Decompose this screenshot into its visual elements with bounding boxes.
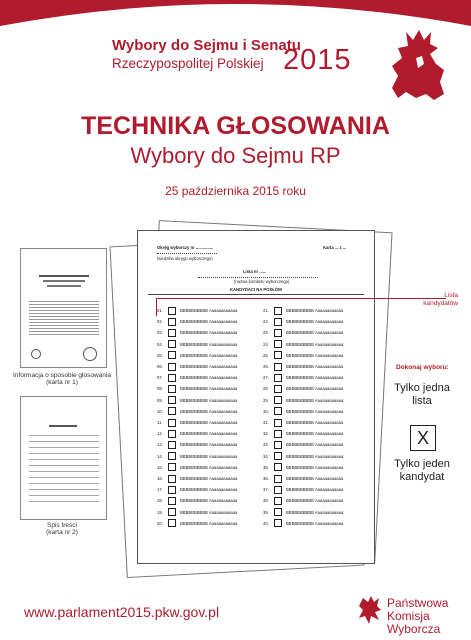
contents-sheet-label: Spis treści (karta nr 2) bbox=[46, 522, 78, 536]
candidate-name: BBBBBBBBBB Aaaaaaaaaaaa bbox=[286, 386, 344, 392]
vote-checkbox bbox=[274, 452, 282, 460]
vote-checkbox bbox=[168, 351, 176, 359]
candidate-number: 22. bbox=[263, 319, 269, 325]
vote-checkbox bbox=[274, 318, 282, 326]
candidate-name: BBBBBBBBBB Aaaaaaaaaaaa bbox=[286, 364, 344, 369]
contents-sheet-thumbnail bbox=[20, 396, 107, 520]
candidate-row bbox=[157, 373, 237, 382]
vote-checkbox bbox=[168, 419, 176, 427]
candidate-row bbox=[263, 362, 343, 371]
candidate-name: BBBBBBBBBB Aaaaaaaaaaaa bbox=[286, 509, 344, 515]
candidate-name: BBBBBBBBBB Aaaaaaaaaaaa bbox=[180, 308, 238, 313]
vote-checkbox bbox=[274, 351, 282, 359]
candidate-row bbox=[263, 407, 343, 416]
candidate-number: 29. bbox=[263, 397, 269, 403]
vote-checkbox bbox=[168, 475, 176, 483]
candidate-number: 38. bbox=[263, 498, 269, 504]
candidate-row bbox=[263, 429, 343, 438]
candidate-row bbox=[157, 328, 237, 337]
candidate-row bbox=[263, 340, 343, 349]
candidate-name: BBBBBBBBBB Aaaaaaaaaaaa bbox=[180, 375, 238, 381]
candidate-number: 31. bbox=[263, 420, 269, 425]
candidate-row bbox=[157, 452, 237, 461]
candidate-number: 35. bbox=[263, 464, 269, 470]
candidate-row bbox=[263, 463, 343, 472]
candidate-number: 26. bbox=[263, 364, 269, 369]
candidate-number: 05. bbox=[157, 352, 163, 358]
candidate-number: 15. bbox=[157, 464, 163, 470]
candidate-row bbox=[263, 474, 343, 483]
vote-checkbox bbox=[168, 363, 176, 371]
page-title: TECHNIKA GŁOSOWANIA bbox=[81, 112, 390, 140]
eagle-emblem-icon bbox=[386, 28, 450, 110]
vote-checkbox bbox=[168, 329, 176, 337]
vote-checkbox bbox=[168, 396, 176, 404]
candidate-name: BBBBBBBBBB Aaaaaaaaaaaa bbox=[286, 520, 344, 526]
candidate-name: BBBBBBBBBB Aaaaaaaaaaaa bbox=[180, 420, 238, 425]
candidate-number: 30. bbox=[263, 408, 269, 414]
one-list-label: Tylko jedna lista bbox=[394, 382, 450, 407]
vote-checkbox bbox=[168, 430, 176, 438]
candidate-name: BBBBBBBBBB Aaaaaaaaaaaa bbox=[180, 487, 238, 493]
candidate-row bbox=[263, 396, 343, 405]
candidate-row bbox=[157, 440, 237, 449]
vote-checkbox bbox=[168, 463, 176, 471]
candidate-number: 09. bbox=[157, 397, 163, 403]
list-pointer-line bbox=[156, 298, 157, 316]
vote-checkbox bbox=[274, 419, 282, 427]
candidate-name: BBBBBBBBBB Aaaaaaaaaaaa bbox=[286, 408, 344, 414]
candidate-name: BBBBBBBBBB Aaaaaaaaaaaa bbox=[286, 319, 344, 325]
candidate-number: 18. bbox=[157, 498, 163, 504]
candidate-name: BBBBBBBBBB Aaaaaaaaaaaa bbox=[180, 330, 238, 336]
candidate-name: BBBBBBBBBB Aaaaaaaaaaaa bbox=[180, 453, 238, 459]
candidate-name: BBBBBBBBBB Aaaaaaaaaaaa bbox=[286, 464, 344, 470]
candidate-row bbox=[157, 306, 237, 315]
vote-checkbox bbox=[274, 430, 282, 438]
vote-checkbox bbox=[274, 519, 282, 527]
vote-checkbox bbox=[168, 452, 176, 460]
committee-name: (nazwa komitetu wyborczego) bbox=[234, 279, 290, 284]
candidate-number: 28. bbox=[263, 386, 269, 392]
vote-checkbox bbox=[168, 385, 176, 393]
candidate-row bbox=[157, 351, 237, 360]
candidates-header: KANDYDACI NA POSŁÓW bbox=[230, 287, 282, 292]
vote-checkbox bbox=[168, 508, 176, 516]
candidate-number: 19. bbox=[157, 509, 163, 515]
candidate-name: BBBBBBBBBB Aaaaaaaaaaaa bbox=[180, 509, 238, 515]
candidate-number: 37. bbox=[263, 487, 269, 493]
one-candidate-label: Tylko jeden kandydat bbox=[394, 458, 450, 483]
footer-org: Państwowa Komisja Wyborcza bbox=[387, 596, 449, 636]
district-desc: (siedziba okręgu wyborczego) bbox=[157, 256, 213, 261]
candidate-name: BBBBBBBBBB Aaaaaaaaaaaa bbox=[286, 352, 344, 358]
candidate-number: 02. bbox=[157, 319, 163, 325]
candidate-name: BBBBBBBBBB Aaaaaaaaaaaa bbox=[180, 476, 238, 481]
vote-checkbox bbox=[168, 497, 176, 505]
candidate-row bbox=[263, 317, 343, 326]
candidate-number: 20. bbox=[157, 520, 163, 526]
candidate-name: BBBBBBBBBB Aaaaaaaaaaaa bbox=[286, 476, 344, 481]
candidate-row bbox=[263, 485, 343, 494]
candidate-name: BBBBBBBBBB Aaaaaaaaaaaa bbox=[180, 408, 238, 414]
page-subtitle: Wybory do Sejmu RP bbox=[130, 143, 341, 168]
candidate-name: BBBBBBBBBB Aaaaaaaaaaaa bbox=[286, 453, 344, 459]
vote-checkbox bbox=[168, 374, 176, 382]
candidate-number: 12. bbox=[157, 431, 163, 437]
vote-checkbox bbox=[168, 307, 176, 315]
candidate-row bbox=[157, 362, 237, 371]
district-line: Okręg wyborczy nr ............... bbox=[157, 245, 214, 250]
candidate-number: 39. bbox=[263, 509, 269, 515]
candidate-row bbox=[157, 496, 237, 505]
candidate-row bbox=[157, 508, 237, 517]
candidate-number: 07. bbox=[157, 375, 163, 381]
candidate-row bbox=[263, 496, 343, 505]
vote-checkbox bbox=[168, 340, 176, 348]
vote-checkbox bbox=[274, 475, 282, 483]
vote-checkbox bbox=[168, 407, 176, 415]
vote-checkbox bbox=[274, 329, 282, 337]
vote-checkbox bbox=[274, 385, 282, 393]
candidate-name: BBBBBBBBBB Aaaaaaaaaaaa bbox=[180, 364, 238, 369]
candidate-name: BBBBBBBBBB Aaaaaaaaaaaa bbox=[286, 431, 344, 437]
candidate-name: BBBBBBBBBB Aaaaaaaaaaaa bbox=[286, 442, 344, 448]
election-date: 25 października 2015 roku bbox=[165, 184, 306, 198]
vote-checkbox bbox=[274, 307, 282, 315]
candidate-name: BBBBBBBBBB Aaaaaaaaaaaa bbox=[286, 487, 344, 493]
candidate-name: BBBBBBBBBB Aaaaaaaaaaaa bbox=[180, 352, 238, 358]
candidate-row bbox=[263, 452, 343, 461]
candidate-number: 13. bbox=[157, 442, 163, 448]
candidate-row bbox=[157, 519, 237, 528]
candidate-number: 10. bbox=[157, 408, 163, 414]
candidate-number: 24. bbox=[263, 341, 269, 347]
candidate-name: BBBBBBBBBB Aaaaaaaaaaaa bbox=[286, 498, 344, 504]
candidate-name: BBBBBBBBBB Aaaaaaaaaaaa bbox=[286, 330, 344, 336]
candidate-number: 32. bbox=[263, 431, 269, 437]
candidate-row bbox=[157, 418, 237, 427]
candidate-number: 01. bbox=[157, 308, 163, 313]
vote-checkbox bbox=[168, 441, 176, 449]
candidate-name: BBBBBBBBBB Aaaaaaaaaaaa bbox=[180, 319, 238, 325]
candidate-number: 04. bbox=[157, 341, 163, 347]
candidate-name: BBBBBBBBBB Aaaaaaaaaaaa bbox=[286, 308, 344, 313]
candidate-name: BBBBBBBBBB Aaaaaaaaaaaa bbox=[180, 386, 238, 392]
candidate-name: BBBBBBBBBB Aaaaaaaaaaaa bbox=[286, 375, 344, 381]
vote-checkbox bbox=[274, 441, 282, 449]
candidate-number: 36. bbox=[263, 476, 269, 481]
candidate-name: BBBBBBBBBB Aaaaaaaaaaaa bbox=[286, 341, 344, 347]
candidate-number: 06. bbox=[157, 364, 163, 369]
candidate-name: BBBBBBBBBB Aaaaaaaaaaaa bbox=[180, 520, 238, 526]
candidate-list-label: Lista kandydatów bbox=[423, 292, 458, 307]
candidate-name: BBBBBBBBBB Aaaaaaaaaaaa bbox=[180, 397, 238, 403]
candidate-row bbox=[263, 351, 343, 360]
how-to-vote-label: Dokonaj wyboru: bbox=[396, 364, 449, 371]
vote-checkbox bbox=[168, 486, 176, 494]
candidate-number: 34. bbox=[263, 453, 269, 459]
candidate-row bbox=[157, 407, 237, 416]
pkw-eagle-logo-icon bbox=[357, 594, 383, 626]
candidate-name: BBBBBBBBBB Aaaaaaaaaaaa bbox=[180, 442, 238, 448]
vote-checkbox bbox=[168, 519, 176, 527]
candidate-name: BBBBBBBBBB Aaaaaaaaaaaa bbox=[180, 498, 238, 504]
header-line1: Wybory do Sejmu i Senatu bbox=[112, 37, 301, 54]
vote-checkbox bbox=[274, 374, 282, 382]
candidate-number: 27. bbox=[263, 375, 269, 381]
list-number: Lista nr ...... bbox=[243, 269, 267, 274]
candidate-row bbox=[157, 396, 237, 405]
candidate-row bbox=[263, 328, 343, 337]
candidate-row bbox=[263, 306, 343, 315]
candidate-number: 16. bbox=[157, 476, 163, 481]
candidate-number: 40. bbox=[263, 520, 269, 526]
vote-checkbox bbox=[274, 407, 282, 415]
candidate-row bbox=[157, 317, 237, 326]
candidate-row bbox=[157, 485, 237, 494]
ballot-sheet-front bbox=[137, 230, 375, 564]
candidate-name: BBBBBBBBBB Aaaaaaaaaaaa bbox=[286, 397, 344, 403]
candidate-row bbox=[157, 463, 237, 472]
header-year: 2015 bbox=[283, 44, 352, 76]
vote-checkbox bbox=[274, 396, 282, 404]
vote-checkbox bbox=[274, 508, 282, 516]
candidate-number: 33. bbox=[263, 442, 269, 448]
candidate-name: BBBBBBBBBB Aaaaaaaaaaaa bbox=[180, 464, 238, 470]
x-mark-box: X bbox=[410, 425, 436, 451]
info-sheet-label: Informacja o sposobie głosowania (karta nr 1) bbox=[13, 372, 111, 386]
candidate-row bbox=[263, 508, 343, 517]
candidate-number: 03. bbox=[157, 330, 163, 336]
candidate-row bbox=[263, 373, 343, 382]
candidate-number: 25. bbox=[263, 352, 269, 358]
candidate-row bbox=[157, 340, 237, 349]
vote-checkbox bbox=[168, 318, 176, 326]
candidate-number: 23. bbox=[263, 330, 269, 336]
candidate-name: BBBBBBBBBB Aaaaaaaaaaaa bbox=[286, 420, 344, 425]
header-line2: Rzeczypospolitej Polskiej bbox=[112, 56, 264, 71]
candidate-number: 21. bbox=[263, 308, 269, 313]
candidate-row bbox=[263, 519, 343, 528]
candidate-number: 17. bbox=[157, 487, 163, 493]
vote-checkbox bbox=[274, 486, 282, 494]
candidate-row bbox=[263, 418, 343, 427]
candidate-row bbox=[263, 384, 343, 393]
candidate-row bbox=[157, 384, 237, 393]
candidate-row bbox=[157, 429, 237, 438]
vote-checkbox bbox=[274, 497, 282, 505]
candidate-row bbox=[157, 474, 237, 483]
candidate-number: 11. bbox=[157, 420, 163, 425]
vote-checkbox bbox=[274, 363, 282, 371]
candidate-number: 08. bbox=[157, 386, 163, 392]
info-sheet-thumbnail bbox=[20, 248, 107, 368]
sheet-number: Karta ... z ... bbox=[323, 245, 347, 250]
candidate-name: BBBBBBBBBB Aaaaaaaaaaaa bbox=[180, 341, 238, 347]
candidate-name: BBBBBBBBBB Aaaaaaaaaaaa bbox=[180, 431, 238, 437]
footer-url[interactable]: www.parlament2015.pkw.gov.pl bbox=[24, 604, 220, 620]
vote-checkbox bbox=[274, 340, 282, 348]
candidate-row bbox=[263, 440, 343, 449]
vote-checkbox bbox=[274, 463, 282, 471]
candidate-number: 14. bbox=[157, 453, 163, 459]
